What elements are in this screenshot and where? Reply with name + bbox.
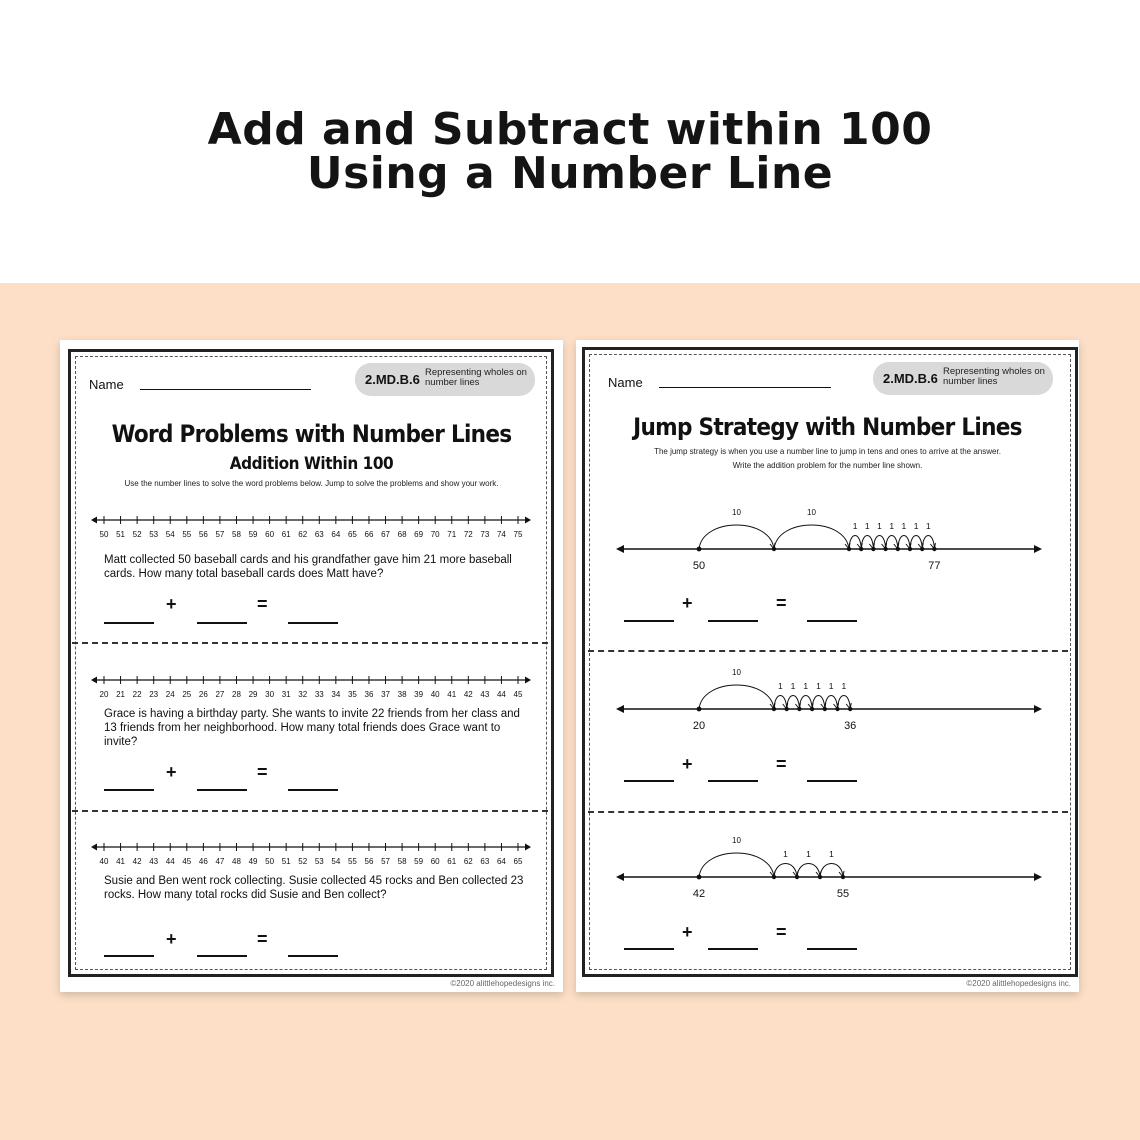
- arrow-left-icon: [91, 677, 97, 684]
- point-marker: [932, 547, 936, 551]
- standard-code: 2.MD.B.6: [365, 372, 420, 387]
- name-field-line[interactable]: [140, 389, 311, 390]
- worksheet-instructions: Use the number lines to solve the word problems below. Jump to solve the problems and show your work.: [124, 479, 499, 488]
- tick-label: 49: [248, 857, 258, 866]
- tick-label: 63: [314, 530, 324, 539]
- answer-blank[interactable]: [197, 789, 247, 791]
- start-label: 42: [692, 888, 706, 900]
- answer-blank[interactable]: [624, 620, 674, 622]
- end-label: 36: [844, 720, 857, 732]
- jump-number-line-2: [614, 662, 1044, 736]
- tick-label: 59: [248, 530, 258, 539]
- tick-label: 40: [99, 857, 109, 866]
- plus-sign: +: [682, 593, 693, 613]
- tick-label: 48: [232, 857, 241, 866]
- tick-label: 50: [265, 857, 275, 866]
- standard-code: 2.MD.B.6: [883, 371, 938, 386]
- tick-label: 51: [116, 530, 126, 539]
- jump-label: 1: [889, 521, 895, 531]
- point-marker: [848, 707, 852, 711]
- tick-label: 35: [347, 690, 357, 699]
- plus-sign: +: [166, 929, 177, 949]
- tick-label: 29: [248, 690, 258, 699]
- tick-label: 46: [198, 857, 208, 866]
- tick-label: 45: [182, 857, 192, 866]
- equals-sign: =: [776, 593, 787, 613]
- standard-badge: [355, 363, 535, 396]
- tick-label: 61: [447, 857, 457, 866]
- word-problem-1: Matt collected 50 baseball cards and his grandfather gave him 21 more baseball cards. How many total baseball cards does Matt have?: [104, 554, 512, 580]
- answer-blank[interactable]: [624, 948, 674, 950]
- tick-label: 24: [165, 690, 175, 699]
- tick-label: 38: [397, 690, 407, 699]
- answer-blank[interactable]: [807, 948, 857, 950]
- tick-label: 52: [132, 530, 142, 539]
- tick-label: 69: [414, 530, 424, 539]
- jump-label: 1: [829, 849, 834, 859]
- jump-arc: [699, 525, 774, 549]
- tick-label: 31: [281, 690, 291, 699]
- tick-label: 52: [298, 857, 308, 866]
- end-label: 55: [836, 888, 850, 900]
- tick-label: 20: [99, 690, 109, 699]
- end-label: 77: [928, 560, 941, 572]
- section-divider: [588, 650, 1068, 652]
- answer-blank[interactable]: [807, 780, 857, 782]
- tick-label: 45: [513, 690, 523, 699]
- point-marker: [841, 875, 845, 879]
- tick-label: 41: [116, 857, 126, 866]
- hero-title-line2: Using a Number Line: [306, 148, 834, 199]
- worksheet-subtitle: Addition Within 100: [229, 454, 394, 474]
- tick-label: 44: [165, 857, 175, 866]
- standard-badge: [873, 362, 1053, 395]
- tick-label: 62: [298, 530, 308, 539]
- equals-sign: =: [776, 922, 787, 942]
- jump-label: 1: [777, 681, 783, 691]
- section-divider: [588, 811, 1068, 813]
- equals-sign: =: [257, 594, 268, 614]
- worksheet-instructions-line2: Write the addition problem for the number line shown.: [732, 461, 923, 470]
- jump-label: 1: [783, 849, 788, 859]
- tick-label: 33: [314, 690, 324, 699]
- arrow-right-icon: [1034, 545, 1042, 553]
- jump-label: 1: [925, 521, 931, 531]
- tick-label: 47: [215, 857, 225, 866]
- number-line-3: [90, 839, 532, 869]
- number-line-1: [90, 512, 532, 542]
- answer-blank[interactable]: [288, 789, 338, 791]
- tick-label: 55: [347, 857, 357, 866]
- tick-label: 57: [215, 530, 225, 539]
- jump-arc: [774, 864, 797, 878]
- tick-label: 65: [513, 857, 523, 866]
- jump-label: 10: [732, 668, 741, 677]
- tick-label: 41: [447, 690, 457, 699]
- tick-label: 60: [265, 530, 275, 539]
- tick-label: 72: [463, 530, 473, 539]
- name-label: Name: [89, 377, 124, 392]
- jump-label: 1: [877, 521, 882, 531]
- tick-label: 63: [480, 857, 490, 866]
- tick-label: 22: [132, 690, 142, 699]
- jump-label: 1: [790, 681, 796, 691]
- plus-sign: +: [166, 762, 177, 782]
- tick-label: 32: [298, 690, 308, 699]
- tick-label: 56: [364, 857, 374, 866]
- arrow-right-icon: [525, 844, 531, 851]
- copyright-notice: ©2020 alittlehopedesigns inc.: [450, 979, 555, 988]
- arrow-left-icon: [616, 705, 624, 713]
- tick-label: 67: [381, 530, 390, 539]
- number-line-2: [90, 672, 532, 702]
- jump-label: 10: [732, 508, 741, 517]
- worksheet-title: Jump Strategy with Number Lines: [633, 413, 1022, 441]
- jump-label: 1: [852, 521, 858, 531]
- arrow-right-icon: [1034, 873, 1042, 881]
- word-problem-2: Grace is having a birthday party. She wants to invite 22 friends from her class and 13 friends from her neighborhood. How many total friends does Grace want to invite?: [104, 708, 520, 748]
- tick-label: 44: [496, 690, 506, 699]
- section-divider: [72, 810, 548, 812]
- tick-label: 50: [99, 530, 109, 539]
- tick-label: 68: [397, 530, 407, 539]
- worksheet-instructions-line1: The jump strategy is when you use a number line to jump in tens and ones to arrive at the answer.: [654, 447, 1001, 456]
- start-label: 20: [692, 720, 706, 732]
- tick-label: 51: [281, 857, 291, 866]
- answer-blank[interactable]: [197, 622, 247, 624]
- jump-arc: [699, 685, 774, 709]
- tick-label: 37: [381, 690, 390, 699]
- tick-label: 23: [149, 690, 159, 699]
- tick-label: 60: [430, 857, 440, 866]
- plus-sign: +: [682, 754, 693, 774]
- answer-blank[interactable]: [104, 955, 154, 957]
- tick-label: 65: [347, 530, 357, 539]
- worksheet-word-problems: [60, 340, 563, 992]
- equals-sign: =: [776, 754, 787, 774]
- tick-label: 55: [182, 530, 192, 539]
- arrow-right-icon: [525, 517, 531, 524]
- tick-label: 54: [165, 530, 175, 539]
- tick-label: 75: [513, 530, 523, 539]
- arrow-left-icon: [91, 844, 97, 851]
- worksheet-jump-strategy: [576, 340, 1079, 992]
- tick-label: 42: [132, 857, 142, 866]
- answer-blank[interactable]: [288, 955, 338, 957]
- standard-description: Representing wholes on number lines: [425, 367, 527, 388]
- hero-title-line1: Add and Subtract within 100: [207, 104, 933, 155]
- arrow-right-icon: [525, 677, 531, 684]
- standard-description: Representing wholes on number lines: [943, 366, 1045, 387]
- jump-number-line-1: [614, 502, 1044, 576]
- jump-arc: [774, 525, 849, 549]
- tick-label: 28: [232, 690, 241, 699]
- tick-label: 74: [496, 530, 506, 539]
- answer-blank[interactable]: [104, 622, 154, 624]
- tick-label: 73: [480, 530, 490, 539]
- tick-label: 39: [414, 690, 424, 699]
- equals-sign: =: [257, 929, 268, 949]
- jump-label: 1: [864, 521, 870, 531]
- tick-label: 58: [232, 530, 241, 539]
- arrow-left-icon: [616, 545, 624, 553]
- answer-blank[interactable]: [288, 622, 338, 624]
- worksheet-title: Word Problems with Number Lines: [111, 420, 512, 448]
- tick-label: 40: [430, 690, 440, 699]
- tick-label: 70: [430, 530, 440, 539]
- tick-label: 64: [496, 857, 506, 866]
- jump-label: 1: [816, 681, 821, 691]
- tick-label: 64: [331, 530, 341, 539]
- name-label: Name: [608, 375, 643, 390]
- plus-sign: +: [166, 594, 177, 614]
- tick-label: 53: [149, 530, 159, 539]
- answer-blank[interactable]: [807, 620, 857, 622]
- name-field-line[interactable]: [659, 387, 831, 388]
- plus-sign: +: [682, 922, 693, 942]
- jump-label: 1: [803, 681, 809, 691]
- jump-label: 1: [841, 681, 847, 691]
- word-problem-3: Susie and Ben went rock collecting. Susie collected 45 rocks and Ben collected 23 rocks. How many total rocks did Susie and Ben collect?: [104, 875, 524, 901]
- jump-arc: [797, 864, 820, 878]
- tick-label: 57: [381, 857, 390, 866]
- answer-blank[interactable]: [708, 948, 758, 950]
- tick-label: 36: [364, 690, 374, 699]
- tick-label: 43: [480, 690, 490, 699]
- tick-label: 25: [182, 690, 192, 699]
- tick-label: 30: [265, 690, 275, 699]
- jump-arc: [820, 864, 843, 878]
- tick-label: 54: [331, 857, 341, 866]
- tick-label: 21: [116, 690, 126, 699]
- tick-label: 42: [463, 690, 473, 699]
- tick-label: 71: [447, 530, 457, 539]
- jump-number-line-3: [614, 830, 1044, 904]
- tick-label: 66: [364, 530, 374, 539]
- equals-sign: =: [257, 762, 268, 782]
- start-label: 50: [692, 560, 706, 572]
- answer-blank[interactable]: [197, 955, 247, 957]
- tick-label: 53: [314, 857, 324, 866]
- tick-label: 58: [397, 857, 407, 866]
- hero-header: [0, 0, 1140, 283]
- arrow-right-icon: [1034, 705, 1042, 713]
- jump-label: 1: [806, 849, 811, 859]
- arrow-left-icon: [616, 873, 624, 881]
- arrow-left-icon: [91, 517, 97, 524]
- copyright-notice: ©2020 alittlehopedesigns inc.: [966, 979, 1071, 988]
- jump-label: 1: [828, 681, 834, 691]
- answer-blank[interactable]: [104, 789, 154, 791]
- tick-label: 59: [414, 857, 424, 866]
- answer-blank[interactable]: [708, 620, 758, 622]
- tick-label: 56: [198, 530, 208, 539]
- tick-label: 27: [215, 690, 225, 699]
- tick-label: 34: [331, 690, 341, 699]
- jump-label: 1: [901, 521, 907, 531]
- jump-label: 1: [913, 521, 919, 531]
- tick-label: 26: [198, 690, 208, 699]
- section-divider: [72, 642, 548, 644]
- jump-arc: [699, 853, 774, 877]
- tick-label: 61: [281, 530, 291, 539]
- tick-label: 62: [463, 857, 473, 866]
- tick-label: 43: [149, 857, 159, 866]
- answer-blank[interactable]: [708, 780, 758, 782]
- jump-label: 10: [807, 508, 816, 517]
- jump-label: 10: [732, 836, 741, 845]
- answer-blank[interactable]: [624, 780, 674, 782]
